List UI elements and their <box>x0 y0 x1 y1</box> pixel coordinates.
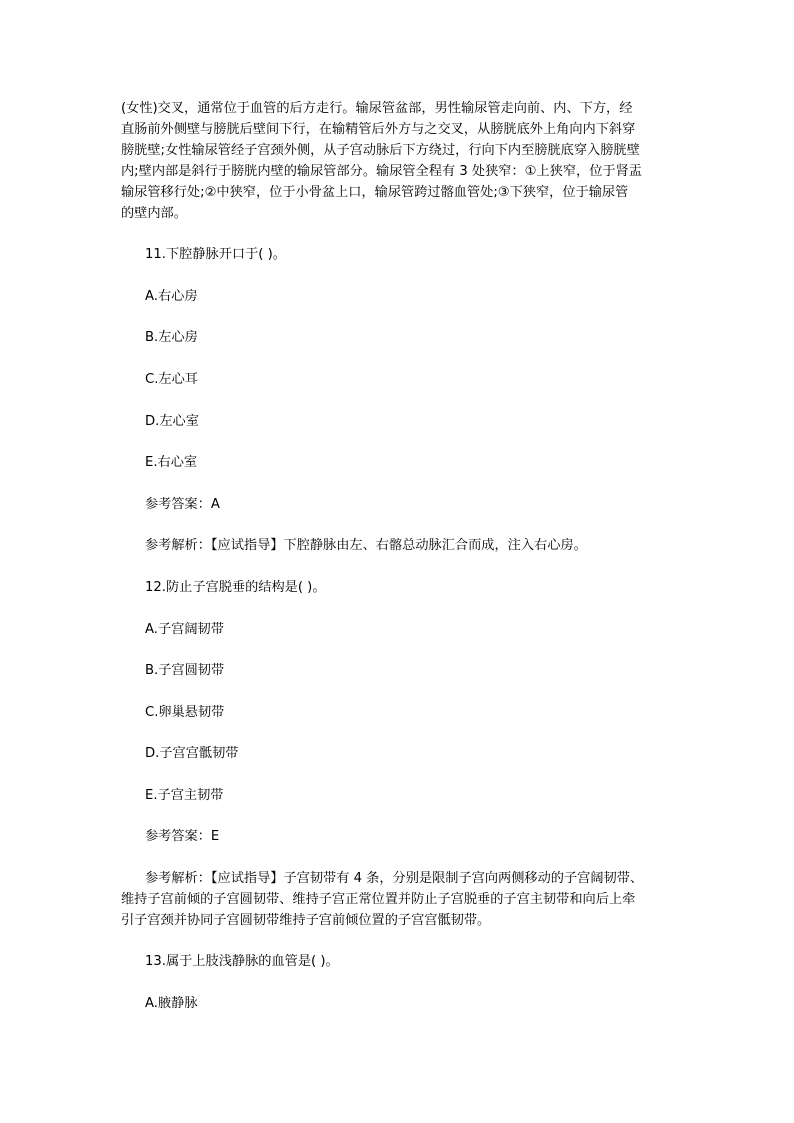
intro-line: 膀胱壁;女性输尿管经子宫颈外侧，从子宫动脉后下方绕过，行向下内至膀胱底穿入膀胱壁 <box>121 143 640 158</box>
q11-option-c: C.左心耳 <box>145 372 198 387</box>
q11-option-a: A.右心房 <box>145 289 198 304</box>
q12-option-c: C.卵巢悬韧带 <box>145 705 225 720</box>
question-12-text: 12.防止子宫脱垂的结构是( )。 <box>145 580 326 595</box>
q12-answer: 参考答案：E <box>145 829 220 844</box>
q13-option-a: A.腋静脉 <box>145 996 198 1011</box>
q12-explanation-line: 参考解析：【应试指导】子宫韧带有 4 条，分别是限制子宫向两侧移动的子宫阔韧带、 <box>145 871 644 886</box>
q11-explanation: 参考解析：【应试指导】下腔静脉由左、右髂总动脉汇合而成，注入右心房。 <box>145 538 587 553</box>
q12-explanation-line: 引子宫颈并协同子宫圆韧带维持子宫前倾位置的子宫宫骶韧带。 <box>121 913 491 928</box>
q12-option-a: A.子宫阔韧带 <box>145 622 224 637</box>
q11-option-e: E.右心室 <box>145 455 198 470</box>
question-13-text: 13.属于上肢浅静脉的血管是( )。 <box>145 954 339 969</box>
intro-line: 直肠前外侧壁与膀胱后壁间下行，在输精管后外方与之交叉，从膀胱底外上角向内下斜穿 <box>121 122 636 137</box>
intro-line: 内;壁内部是斜行于膀胱内壁的输尿管部分。输尿管全程有 3 处狭窄：①上狭窄，位于肾盂 <box>121 164 642 179</box>
intro-line: (女性)交叉，通常位于血管的后方走行。输尿管盆部，男性输尿管走向前、内、下方，经 <box>121 101 633 116</box>
q12-option-b: B.子宫圆韧带 <box>145 663 225 678</box>
question-11-text: 11.下腔静脉开口于( )。 <box>145 247 286 262</box>
q12-explanation <box>121 868 681 931</box>
q11-option-d: D.左心室 <box>145 414 199 429</box>
intro-line: 的壁内部。 <box>121 206 187 221</box>
intro-line: 输尿管移行处;②中狭窄，位于小骨盆上口，输尿管跨过髂血管处;③下狭窄，位于输尿管 <box>121 185 629 200</box>
q11-option-b: B.左心房 <box>145 330 198 345</box>
q12-option-d: D.子宫宫骶韧带 <box>145 746 239 761</box>
intro-paragraph <box>121 98 669 224</box>
q12-explanation-line: 维持子宫前倾的子宫圆韧带、维持子宫正常位置并防止子宫脱垂的子宫主韧带和向后上牵 <box>121 892 636 907</box>
q11-answer: 参考答案：A <box>145 497 220 512</box>
q12-option-e: E.子宫主韧带 <box>145 788 224 803</box>
